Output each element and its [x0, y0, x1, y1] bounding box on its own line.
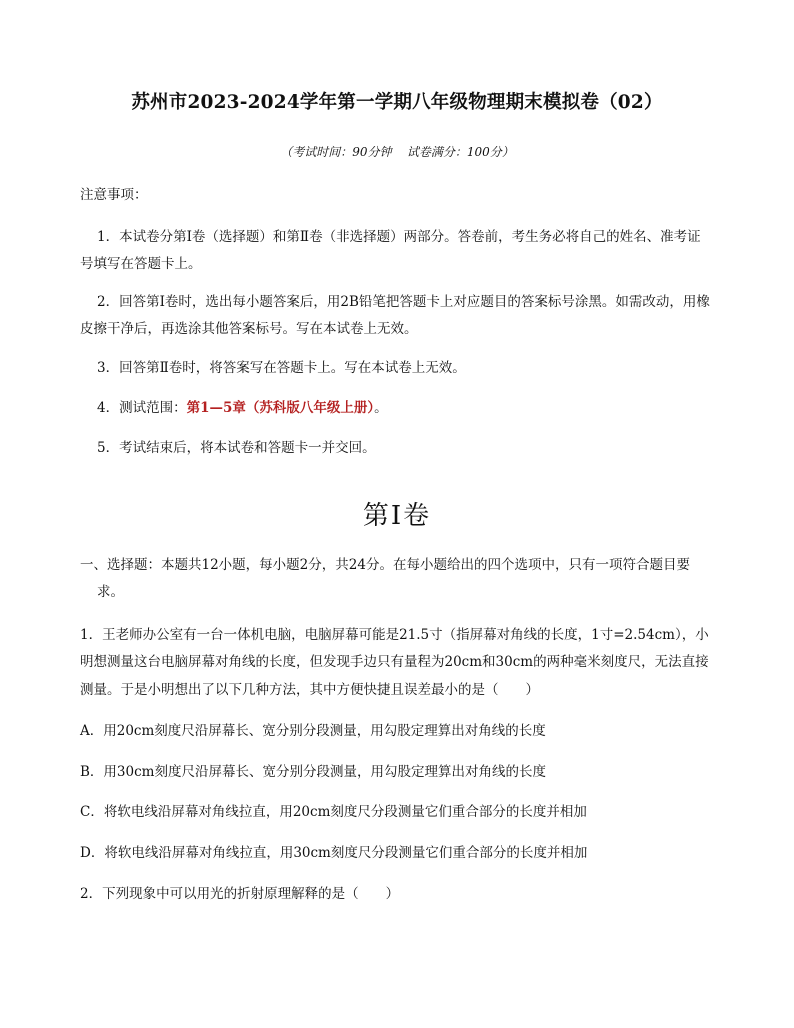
notice-2-line-1: 2．回答第Ⅰ卷时，选出每小题答案后，用2B铅笔把答题卡上对应题目的答案标号涂黑。如需改动，用橡 [97, 294, 710, 310]
question-1-line-3: 测量。于是小明想出了以下几种方法，其中方便快捷且误差最小的是（ ） [80, 682, 539, 698]
notice-4-suffix: 。 [374, 400, 388, 416]
notice-4 [97, 396, 388, 416]
exam-title: 苏州市2023-2024学年第一学期八年级物理期末模拟卷（02） [131, 92, 663, 113]
test-scope-highlight: 第1—5章（苏科版八年级上册） [186, 400, 375, 416]
notice-2-line-2: 皮擦干净后，再选涂其他答案标号。写在本试卷上无效。 [80, 321, 418, 337]
notice-3: 3．回答第Ⅱ卷时，将答案写在答题卡上。写在本试卷上无效。 [97, 360, 466, 376]
question-2-stem: 2．下列现象中可以用光的折射原理解释的是（ ） [80, 886, 400, 902]
question-1-option-a: A．用20cm刻度尺沿屏幕长、宽分别分段测量，用勾股定理算出对角线的长度 [80, 723, 546, 739]
notice-5: 5．考试结束后，将本试卷和答题卡一并交回。 [97, 440, 376, 456]
notice-4-prefix: 4．测试范围： [97, 400, 187, 416]
volume-title: 第Ⅰ卷 [362, 501, 432, 531]
question-1-line-1: 1．王老师办公室有一台一体机电脑，电脑屏幕可能是21.5寸（指屏幕对角线的长度，1寸=2.54cm），小 [80, 627, 709, 643]
notice-1-line-1: 1．本试卷分第Ⅰ卷（选择题）和第Ⅱ卷（非选择题）两部分。答卷前，考生务必将自己的姓名、准考证 [97, 229, 701, 245]
question-1-option-d: D．将软电线沿屏幕对角线拉直，用30cm刻度尺分段测量它们重合部分的长度并相加 [80, 845, 588, 861]
exam-time: （考试时间：90分钟 [280, 145, 392, 159]
question-1-option-b: B．用30cm刻度尺沿屏幕长、宽分别分段测量，用勾股定理算出对角线的长度 [80, 764, 546, 780]
notice-title: 注意事项： [80, 187, 148, 203]
question-1-option-c: C．将软电线沿屏幕对角线拉直，用20cm刻度尺分段测量它们重合部分的长度并相加 [80, 804, 587, 820]
exam-full-score: 试卷满分：100分） [406, 145, 514, 159]
exam-meta [0, 143, 794, 160]
section-heading-line-2: 求。 [97, 584, 124, 600]
question-1-line-2: 明想测量这台电脑屏幕对角线的长度，但发现手边只有量程为20cm和30cm的两种毫米刻度尺，无法直接 [80, 654, 709, 670]
notice-1-line-2: 号填写在答题卡上。 [80, 256, 202, 272]
section-heading-line-1: 一、选择题：本题共12小题，每小题2分，共24分。在每小题给出的四个选项中，只有一项符合题目要 [80, 557, 690, 573]
